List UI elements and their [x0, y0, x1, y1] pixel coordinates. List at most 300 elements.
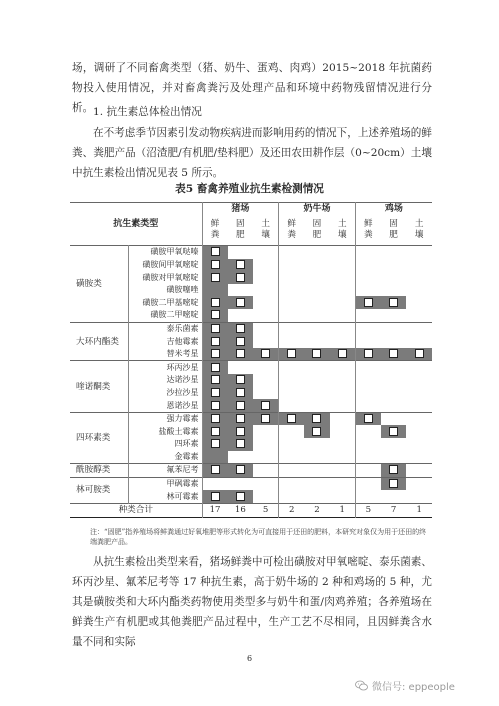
detection-cell — [253, 412, 279, 425]
detection-cell — [228, 348, 254, 361]
detection-cell — [304, 374, 330, 387]
detection-cell — [279, 335, 305, 348]
detection-cell — [202, 322, 228, 335]
detection-cell — [279, 322, 305, 335]
total-count: 1 — [330, 503, 356, 517]
detection-cell — [381, 348, 407, 361]
detection-cell — [406, 322, 432, 335]
detection-cell — [330, 477, 356, 490]
detected-marker — [389, 349, 398, 358]
intro-paragraph: 场，调研了不同畜禽类型（猪、奶牛、蛋鸡、肉鸡）2015~2018 年抗菌药物投入使用情况，并对畜禽粪污及处理产品和环境中药物残留情况进行分析。 — [72, 62, 432, 114]
detection-cell — [355, 438, 381, 451]
table-title: 表5 畜禽养殖业抗生素检测情况 — [175, 183, 324, 195]
detection-cell — [304, 296, 330, 309]
detection-cell — [381, 335, 407, 348]
detection-cell — [202, 271, 228, 284]
sub-header-cell — [330, 216, 356, 246]
detection-cell — [330, 425, 356, 438]
antibiotic-name: 沙拉沙星 — [128, 387, 202, 400]
sub-header-cell — [381, 216, 407, 246]
detection-cell — [279, 438, 305, 451]
detected-marker — [236, 414, 245, 423]
sub-header-cell — [228, 216, 254, 246]
antibiotic-class: 大环内酯类 — [70, 322, 128, 361]
paragraph-detection-overview: 在不考虑季节因素引发动物疾病进而影响用药的情况下，上述养殖场的鲜粪、粪肥产品（沼渣肥/有机肥/垫料肥）及还田农田耕作层（0~20cm）土壤中抗生素检出情况见表 5 所示。 — [72, 127, 432, 179]
antibiotic-detection-table — [70, 202, 432, 518]
detection-cell — [202, 309, 228, 322]
detection-cell — [355, 374, 381, 387]
detection-cell — [381, 412, 407, 425]
detection-cell — [381, 284, 407, 297]
detected-marker — [415, 349, 424, 358]
detected-marker — [261, 414, 270, 423]
detection-cell — [228, 271, 254, 284]
detection-cell — [228, 335, 254, 348]
detection-cell — [279, 271, 305, 284]
detection-cell — [355, 296, 381, 309]
detection-cell — [228, 387, 254, 400]
detection-cell — [381, 246, 407, 259]
detection-cell — [253, 477, 279, 490]
detection-cell — [355, 271, 381, 284]
detection-cell — [330, 490, 356, 503]
farm-header-pig: 猪场 — [202, 203, 279, 216]
detection-cell — [279, 348, 305, 361]
detected-marker — [236, 298, 245, 307]
antibiotic-name: 磺胺甲氧哒嗪 — [128, 246, 202, 259]
detected-marker — [211, 401, 220, 410]
detection-cell — [304, 399, 330, 412]
detection-cell — [202, 335, 228, 348]
total-count: 2 — [279, 503, 305, 517]
detection-cell — [381, 361, 407, 374]
detection-cell — [355, 387, 381, 400]
detection-cell — [202, 246, 228, 259]
detection-cell — [279, 477, 305, 490]
sub-header-label: 鲜粪 — [287, 219, 296, 241]
detection-cell — [381, 399, 407, 412]
detection-cell — [381, 309, 407, 322]
detection-cell — [228, 284, 254, 297]
detection-cell — [253, 490, 279, 503]
detection-cell — [355, 309, 381, 322]
detected-marker — [312, 349, 321, 358]
detection-cell — [279, 451, 305, 464]
detection-cell — [253, 348, 279, 361]
detection-cell — [253, 271, 279, 284]
detection-cell — [253, 387, 279, 400]
detection-cell — [253, 374, 279, 387]
detection-cell — [253, 451, 279, 464]
detection-cell — [304, 438, 330, 451]
detected-marker — [364, 349, 373, 358]
detected-marker — [389, 479, 398, 488]
detection-cell — [330, 309, 356, 322]
detected-marker — [236, 273, 245, 282]
detected-marker — [211, 298, 220, 307]
detection-cell — [228, 464, 254, 478]
table-row — [70, 464, 432, 478]
antibiotic-name: 金霉素 — [128, 451, 202, 464]
detection-cell — [228, 361, 254, 374]
detection-cell — [304, 348, 330, 361]
antibiotic-name: 吉他霉素 — [128, 335, 202, 348]
detection-cell — [330, 348, 356, 361]
detection-cell — [406, 284, 432, 297]
farm-header-dairy: 奶牛场 — [279, 203, 356, 216]
detection-cell — [406, 361, 432, 374]
antibiotic-name: 四环素 — [128, 438, 202, 451]
detection-cell — [304, 425, 330, 438]
detected-marker — [338, 349, 347, 358]
antibiotic-name: 氟苯尼考 — [128, 464, 202, 478]
detected-marker — [211, 324, 220, 333]
detection-cell — [253, 322, 279, 335]
detection-cell — [228, 399, 254, 412]
detection-cell — [406, 451, 432, 464]
detection-cell — [304, 271, 330, 284]
antibiotic-name: 磺胺间甲氧嘧啶 — [128, 259, 202, 272]
detection-cell — [381, 374, 407, 387]
detection-cell — [330, 374, 356, 387]
detection-cell — [406, 387, 432, 400]
table-row — [70, 322, 432, 335]
detected-marker — [236, 324, 245, 333]
detected-marker — [236, 439, 245, 448]
detection-cell — [381, 425, 407, 438]
detection-cell — [355, 322, 381, 335]
detection-cell — [253, 438, 279, 451]
sub-header-label: 土壤 — [261, 219, 270, 241]
detection-cell — [253, 464, 279, 478]
detection-cell — [406, 490, 432, 503]
antibiotic-name: 盐酸土霉素 — [128, 425, 202, 438]
detection-cell — [202, 387, 228, 400]
detection-cell — [202, 490, 228, 503]
detection-cell — [381, 490, 407, 503]
detection-cell — [202, 425, 228, 438]
detection-cell — [355, 284, 381, 297]
antibiotic-class: 酰胺醇类 — [70, 464, 128, 478]
detection-cell — [253, 246, 279, 259]
detected-marker — [312, 414, 321, 423]
total-count: 1 — [406, 503, 432, 517]
antibiotic-name: 恩诺沙星 — [128, 399, 202, 412]
detection-cell — [330, 464, 356, 478]
detection-cell — [355, 451, 381, 464]
paragraph-analysis: 从抗生素检出类型来看，猪场鲜粪中可检出磺胺对甲氧嘧啶、泰乐菌素、环丙沙星、氟苯尼考等 17 种抗生素，高于奶牛场的 2 种和鸡场的 5 种，尤其是磺胺类和大环内酯类药物使用类型多与奶牛和蛋/肉鸡养殖；各养殖场在鲜粪生产有机肥或其他粪肥产品过程中，生产工艺不尽相同，且因鲜粪含水量不同和实际 — [72, 556, 432, 648]
table-footnote: 注：“固肥”指养殖场将鲜粪通过好氧堆肥等形式转化为可直接用于还田的肥料，本研究对象仅为用于还田的终端粪肥产品。 — [90, 528, 427, 546]
detected-marker — [287, 414, 296, 423]
detection-cell — [330, 296, 356, 309]
detected-marker — [236, 492, 245, 501]
detection-cell — [406, 412, 432, 425]
antibiotic-name: 达诺沙星 — [128, 374, 202, 387]
detected-marker — [211, 349, 220, 358]
detection-cell — [330, 335, 356, 348]
detection-cell — [228, 412, 254, 425]
detection-cell — [381, 322, 407, 335]
sub-header-cell — [202, 216, 228, 246]
detection-cell — [253, 259, 279, 272]
detected-marker — [364, 414, 373, 423]
detection-cell — [228, 451, 254, 464]
antibiotic-name: 甲砜霉素 — [128, 477, 202, 490]
watermark-text: 微信号: eppeople — [372, 682, 455, 693]
total-count: 17 — [202, 503, 228, 517]
detected-marker — [211, 427, 220, 436]
detection-cell — [253, 399, 279, 412]
sub-header-cell — [355, 216, 381, 246]
detected-marker — [211, 363, 220, 372]
detection-cell — [330, 438, 356, 451]
detected-marker — [236, 465, 245, 474]
detection-cell — [279, 284, 305, 297]
detection-cell — [279, 246, 305, 259]
section-heading: 1. 抗生素总体检出情况 — [93, 106, 202, 118]
sub-header-label: 固肥 — [389, 219, 398, 241]
detection-cell — [406, 271, 432, 284]
detection-cell — [381, 387, 407, 400]
detection-cell — [406, 464, 432, 478]
detection-cell — [406, 374, 432, 387]
detection-cell — [381, 477, 407, 490]
detection-cell — [381, 296, 407, 309]
detection-cell — [279, 412, 305, 425]
detection-cell — [228, 438, 254, 451]
antibiotic-name: 泰乐菌素 — [128, 322, 202, 335]
detection-cell — [202, 348, 228, 361]
antibiotic-name: 磺胺对甲氧嘧啶 — [128, 271, 202, 284]
detection-cell — [330, 387, 356, 400]
detection-cell — [253, 309, 279, 322]
detection-cell — [330, 451, 356, 464]
detection-cell — [355, 348, 381, 361]
antibiotic-class: 喹诺酮类 — [70, 361, 128, 412]
detection-cell — [202, 284, 228, 297]
detection-cell — [202, 438, 228, 451]
antibiotic-name: 替米考星 — [128, 348, 202, 361]
detection-cell — [279, 296, 305, 309]
sub-header-cell — [304, 216, 330, 246]
sub-header-cell — [406, 216, 432, 246]
detection-cell — [228, 477, 254, 490]
totals-label: 种类合计 — [70, 503, 202, 517]
antibiotic-name: 磺胺二甲基嘧啶 — [128, 296, 202, 309]
detection-cell — [406, 259, 432, 272]
detection-cell — [406, 296, 432, 309]
detection-cell — [381, 271, 407, 284]
detection-cell — [228, 490, 254, 503]
detected-marker — [236, 260, 245, 269]
detection-cell — [304, 259, 330, 272]
sub-header-cell — [279, 216, 305, 246]
detected-marker — [389, 465, 398, 474]
detection-cell — [253, 284, 279, 297]
detection-cell — [330, 399, 356, 412]
detection-cell — [406, 335, 432, 348]
detection-cell — [355, 335, 381, 348]
detection-cell — [406, 425, 432, 438]
detection-cell — [304, 322, 330, 335]
detection-cell — [304, 335, 330, 348]
detection-cell — [304, 490, 330, 503]
sub-header-label: 固肥 — [312, 219, 322, 241]
detection-cell — [202, 296, 228, 309]
detected-marker — [236, 337, 245, 346]
detected-marker — [211, 375, 220, 384]
antibiotic-name: 林可霉素 — [128, 490, 202, 503]
antibiotic-class: 林可胺类 — [70, 477, 128, 503]
detection-cell — [279, 309, 305, 322]
detection-cell — [355, 490, 381, 503]
detection-cell — [330, 284, 356, 297]
detected-marker — [236, 427, 245, 436]
detection-cell — [202, 412, 228, 425]
wechat-watermark — [355, 678, 455, 693]
detected-marker — [236, 349, 245, 358]
detection-cell — [304, 451, 330, 464]
detection-cell — [202, 374, 228, 387]
table-row — [70, 361, 432, 374]
detection-cell — [279, 361, 305, 374]
detected-marker — [211, 414, 220, 423]
detected-marker — [236, 401, 245, 410]
wechat-icon — [355, 680, 368, 691]
detection-cell — [228, 309, 254, 322]
antibiotic-name: 强力霉素 — [128, 412, 202, 425]
sub-header-label: 鲜粪 — [364, 219, 373, 241]
detection-cell — [381, 464, 407, 478]
detection-cell — [279, 259, 305, 272]
detection-cell — [279, 399, 305, 412]
detection-cell — [304, 361, 330, 374]
detection-cell — [355, 259, 381, 272]
detection-cell — [202, 259, 228, 272]
detection-cell — [279, 425, 305, 438]
detection-cell — [279, 464, 305, 478]
detected-marker — [211, 388, 220, 397]
sub-header-label: 鲜粪 — [210, 219, 220, 241]
detection-cell — [330, 259, 356, 272]
table-corner-label: 抗生素类型 — [70, 203, 202, 246]
detection-cell — [228, 374, 254, 387]
detection-cell — [355, 464, 381, 478]
detection-cell — [279, 490, 305, 503]
total-count: 2 — [304, 503, 330, 517]
detection-cell — [253, 425, 279, 438]
detection-cell — [253, 335, 279, 348]
antibiotic-class: 磺胺类 — [70, 246, 128, 323]
antibiotic-name: 磺胺噻唑 — [128, 284, 202, 297]
detected-marker — [236, 375, 245, 384]
detected-marker — [211, 273, 220, 282]
detection-cell — [406, 246, 432, 259]
detection-cell — [304, 464, 330, 478]
detection-cell — [202, 361, 228, 374]
detection-cell — [330, 412, 356, 425]
detected-marker — [389, 298, 398, 307]
detected-marker — [211, 337, 220, 346]
totals-row — [70, 503, 432, 517]
detection-cell — [304, 387, 330, 400]
detection-cell — [406, 348, 432, 361]
detection-cell — [355, 246, 381, 259]
detected-marker — [261, 349, 270, 358]
detection-cell — [406, 309, 432, 322]
detection-cell — [330, 361, 356, 374]
detection-cell — [355, 399, 381, 412]
detection-cell — [228, 322, 254, 335]
sub-header-label: 土壤 — [337, 219, 347, 241]
total-count: 16 — [228, 503, 254, 517]
detected-marker — [211, 465, 220, 474]
sub-header-cell — [253, 216, 279, 246]
detected-marker — [364, 298, 373, 307]
detection-cell — [304, 309, 330, 322]
detected-marker — [211, 439, 220, 448]
detection-cell — [228, 246, 254, 259]
sub-header-label: 土壤 — [414, 219, 424, 241]
sub-header-label: 固肥 — [236, 219, 245, 241]
detection-cell — [228, 259, 254, 272]
detection-cell — [279, 387, 305, 400]
detection-cell — [381, 259, 407, 272]
detection-cell — [202, 399, 228, 412]
detection-cell — [355, 361, 381, 374]
detection-cell — [253, 296, 279, 309]
detected-marker — [312, 427, 321, 436]
detected-marker — [211, 310, 220, 319]
detected-marker — [287, 349, 296, 358]
table-row — [70, 412, 432, 425]
detected-marker — [211, 260, 220, 269]
detection-cell — [304, 246, 330, 259]
detection-cell — [304, 477, 330, 490]
detection-cell — [330, 246, 356, 259]
detection-cell — [381, 438, 407, 451]
detection-cell — [228, 296, 254, 309]
table-row — [70, 477, 432, 490]
detection-cell — [304, 412, 330, 425]
detection-cell — [202, 451, 228, 464]
antibiotic-name: 磺胺二甲嘧啶 — [128, 309, 202, 322]
detected-marker — [211, 492, 220, 501]
farm-header-chicken: 鸡场 — [355, 203, 432, 216]
total-count: 5 — [355, 503, 381, 517]
detection-cell — [330, 271, 356, 284]
detection-cell — [330, 322, 356, 335]
detection-cell — [406, 477, 432, 490]
detection-cell — [304, 284, 330, 297]
detection-cell — [355, 425, 381, 438]
detection-cell — [355, 412, 381, 425]
detection-cell — [381, 451, 407, 464]
detected-marker — [211, 247, 220, 256]
antibiotic-class: 四环素类 — [70, 412, 128, 463]
table-row — [70, 246, 432, 259]
detection-cell — [279, 374, 305, 387]
antibiotic-name: 环丙沙星 — [128, 361, 202, 374]
detected-marker — [236, 388, 245, 397]
detection-cell — [202, 464, 228, 478]
detected-marker — [389, 427, 398, 436]
page-number: 6 — [246, 654, 253, 663]
total-count: 7 — [381, 503, 407, 517]
detected-marker — [261, 401, 270, 410]
detection-cell — [202, 477, 228, 490]
total-count: 5 — [253, 503, 279, 517]
